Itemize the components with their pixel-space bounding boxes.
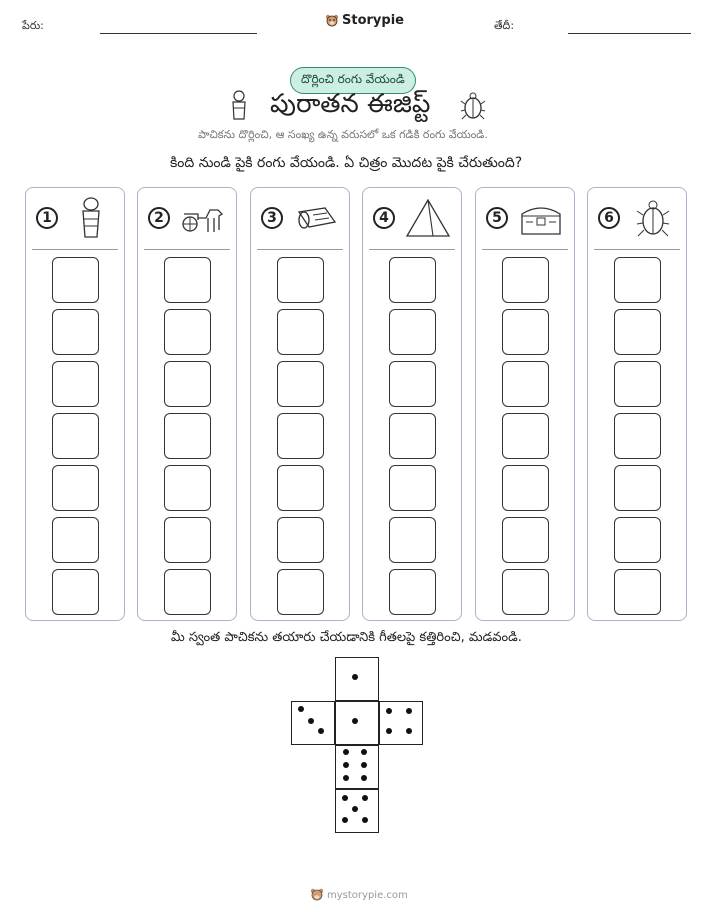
dice-pip: [361, 775, 367, 781]
column-header: [138, 188, 236, 248]
color-cell[interactable]: [52, 309, 99, 355]
color-cell[interactable]: [614, 569, 661, 615]
color-cell[interactable]: [389, 309, 436, 355]
column-number: 4: [373, 207, 395, 229]
color-cell[interactable]: [502, 309, 549, 355]
color-cell[interactable]: [164, 465, 211, 511]
color-cell[interactable]: [502, 361, 549, 407]
footer-url[interactable]: mystorypie.com: [327, 889, 408, 901]
column-header: [363, 188, 461, 248]
column-header: [26, 188, 124, 248]
color-cell[interactable]: [277, 413, 324, 459]
color-cell[interactable]: [52, 517, 99, 563]
color-cell[interactable]: [614, 517, 661, 563]
name-line[interactable]: [100, 33, 257, 34]
dice-pip: [352, 718, 358, 724]
column-number: 6: [598, 207, 620, 229]
dice-column-2: [137, 187, 237, 621]
dice-face-4: [379, 701, 423, 745]
dice-pip: [386, 728, 392, 734]
pyramid-icon: [403, 196, 453, 240]
dice-pip: [342, 817, 348, 823]
dice-pip: [318, 728, 324, 734]
color-cell[interactable]: [164, 413, 211, 459]
bear-icon: [325, 14, 339, 28]
color-cell[interactable]: [164, 569, 211, 615]
column-header: [588, 188, 686, 248]
dice-pip: [362, 795, 368, 801]
chariot-icon: [178, 196, 228, 240]
color-cell[interactable]: [614, 309, 661, 355]
color-cell[interactable]: [277, 517, 324, 563]
page-title: పురాతన ఈజిప్ట్: [270, 89, 431, 119]
question: కింది నుండి పైకి రంగు వేయండి. ఏ చిత్రం మొదట పైకి చేరుతుంది?: [170, 155, 523, 171]
color-cell[interactable]: [164, 361, 211, 407]
dice-column-3: [250, 187, 350, 621]
column-divider: [144, 249, 230, 250]
dice-pip: [386, 708, 392, 714]
dice-pip: [406, 708, 412, 714]
name-label: పేరు:: [22, 19, 44, 32]
dice-column-1: [25, 187, 125, 621]
dice-pip: [342, 795, 348, 801]
subtitle: పాచికను దొర్లించి, ఆ సంఖ్య ఉన్న వరుసలో ఒక గడికి రంగు వేయండి.: [198, 128, 488, 141]
color-cell[interactable]: [277, 309, 324, 355]
scarab-icon: [628, 196, 678, 240]
color-cell[interactable]: [502, 517, 549, 563]
papyrus-scroll-icon: [291, 196, 341, 240]
dice-pip: [298, 706, 304, 712]
color-cell[interactable]: [164, 309, 211, 355]
dice-pip: [361, 749, 367, 755]
dice-pip: [308, 718, 314, 724]
color-cell[interactable]: [277, 465, 324, 511]
color-cell[interactable]: [52, 569, 99, 615]
column-header: [476, 188, 574, 248]
color-cell[interactable]: [52, 361, 99, 407]
brand-logo: [325, 13, 404, 28]
color-cell[interactable]: [164, 257, 211, 303]
column-number: 1: [36, 207, 58, 229]
dice-pip: [343, 749, 349, 755]
column-divider: [594, 249, 680, 250]
canopic-jar-icon: [66, 196, 116, 240]
footer: [310, 888, 408, 902]
color-cell[interactable]: [277, 257, 324, 303]
column-number: 2: [148, 207, 170, 229]
column-divider: [32, 249, 118, 250]
canopic-jar-icon: [229, 90, 249, 122]
dice-pip: [352, 674, 358, 680]
dice-face-6: [335, 745, 379, 789]
color-cell[interactable]: [614, 465, 661, 511]
cut-fold-instruction: మీ స్వంత పాచికను తయారు చేయడానికి గీతలపై కత్తిరించి, మడవండి.: [171, 630, 522, 645]
scarab-icon: [460, 92, 486, 120]
color-cell[interactable]: [502, 465, 549, 511]
color-cell[interactable]: [52, 257, 99, 303]
dice-pip: [343, 775, 349, 781]
color-cell[interactable]: [52, 465, 99, 511]
color-cell[interactable]: [389, 413, 436, 459]
color-cell[interactable]: [389, 257, 436, 303]
column-divider: [482, 249, 568, 250]
dice-column-6: [587, 187, 687, 621]
color-cell[interactable]: [389, 517, 436, 563]
color-cell[interactable]: [614, 257, 661, 303]
dice-column-5: [475, 187, 575, 621]
color-cell[interactable]: [389, 465, 436, 511]
column-divider: [369, 249, 455, 250]
dice-pip: [352, 806, 358, 812]
dice-pip: [362, 817, 368, 823]
column-divider: [257, 249, 343, 250]
dice-face-1: [335, 657, 379, 701]
roll-and-color-badge: దొర్లించి రంగు వేయండి: [290, 67, 416, 94]
column-number: 5: [486, 207, 508, 229]
color-cell[interactable]: [502, 413, 549, 459]
dice-face-3: [291, 701, 335, 745]
date-line[interactable]: [568, 33, 691, 34]
color-cell[interactable]: [277, 569, 324, 615]
dice-pip: [343, 762, 349, 768]
column-number: 3: [261, 207, 283, 229]
dice-pip: [406, 728, 412, 734]
dice-face-1: [335, 701, 379, 745]
color-cell[interactable]: [389, 361, 436, 407]
color-cell[interactable]: [502, 257, 549, 303]
brand-name: Storypie: [342, 13, 404, 28]
column-header: [251, 188, 349, 248]
treasure-chest-icon: [516, 196, 566, 240]
color-cell[interactable]: [614, 413, 661, 459]
color-cell[interactable]: [614, 361, 661, 407]
bear-icon: [310, 888, 324, 902]
dice-face-5: [335, 789, 379, 833]
dice-column-4: [362, 187, 462, 621]
color-cell[interactable]: [389, 569, 436, 615]
color-cell[interactable]: [277, 361, 324, 407]
color-cell[interactable]: [502, 569, 549, 615]
color-cell[interactable]: [52, 413, 99, 459]
dice-pip: [361, 762, 367, 768]
color-cell[interactable]: [164, 517, 211, 563]
date-label: తేదీ:: [494, 19, 515, 32]
